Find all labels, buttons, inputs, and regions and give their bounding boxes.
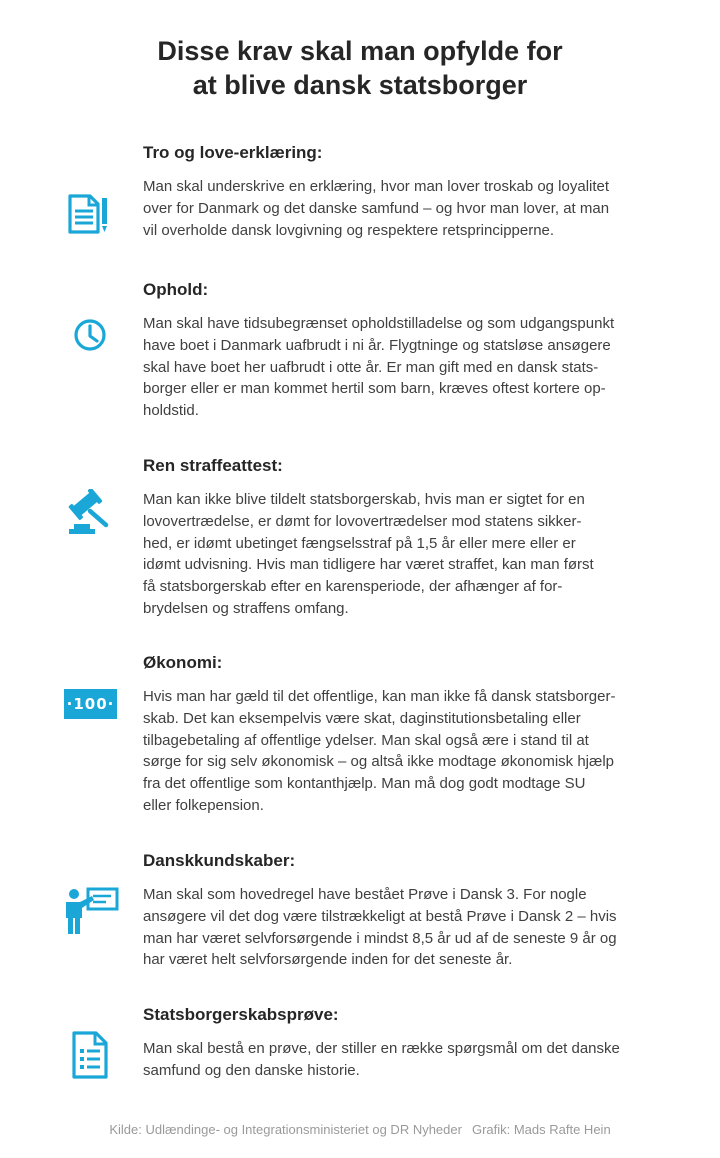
- body-line: samfund og den danske historie.: [143, 1061, 360, 1079]
- gavel-icon: [66, 489, 112, 535]
- body-line: Man skal som hovedregel have bestået Prøve i Dansk 3. For nogle: [143, 886, 587, 903]
- section-body: [143, 176, 653, 241]
- body-line: skab. Det kan eksempelvis være skat, daginstitutionsbetaling eller: [143, 709, 581, 727]
- body-line: idømt udvisning. Hvis man tidligere har været straffet, kan man først: [143, 556, 594, 574]
- body-line: over for Danmark og det danske samfund – og hvor man lover, at man: [143, 199, 610, 217]
- body-line: fra det offentlige som kontanthjælp. Man må dog godt modtage SU: [143, 775, 586, 793]
- section-body: [143, 686, 653, 817]
- section-body: [143, 313, 653, 422]
- section-heading: Statsborgerskabsprøve:: [143, 1005, 339, 1024]
- footer-source: Kilde: Udlændinge- og Integrationsministeriet og DR Nyheder: [109, 1122, 462, 1137]
- section-body: [143, 884, 653, 971]
- body-line: Man kan ikke blive tildelt statsborgerskab, hvis man er sigtet for en: [143, 491, 585, 508]
- banknote-icon: [64, 689, 117, 719]
- document-pen-icon: [62, 192, 110, 236]
- section-body: [143, 1038, 653, 1082]
- footer: [0, 1121, 720, 1139]
- body-line: sørge for sig selv økonomisk – og altså ikke modtage økonomisk hjælp: [143, 753, 615, 771]
- teacher-board-icon: [62, 886, 120, 936]
- footer-credit: Grafik: Mads Rafte Hein: [471, 1122, 611, 1137]
- body-line: har været helt selvforsørgende inden for det seneste år.: [143, 951, 513, 969]
- body-line: eller folkepension.: [143, 796, 264, 814]
- body-line: skal have boet her uafbrudt i otte år. Er man gift med en dansk stats-: [143, 358, 599, 376]
- body-line: Hvis man har gæld til det offentlige, kan man ikke få dansk statsborger-: [143, 688, 616, 705]
- clock-icon: [72, 317, 108, 353]
- body-line: holdstid.: [143, 402, 199, 420]
- section-heading: Danskkundskaber:: [143, 851, 296, 870]
- section-heading: Ophold:: [143, 280, 209, 299]
- body-line: hed, er idømt ubetinget fængselsstraf på 1,5 år eller mere eller er: [143, 534, 576, 552]
- section-heading: Økonomi:: [143, 653, 223, 672]
- body-line: tilbagebetaling af offentlige ydelser. Man skal også ære i stand til at: [143, 731, 589, 749]
- body-line: Man skal underskrive en erklæring, hvor man lover troskab og loyalitet: [143, 178, 610, 195]
- body-line: man har været selvforsørgende i mindst 8,5 år ud af de seneste 9 år og: [143, 929, 617, 947]
- section-heading: Ren straffeattest:: [143, 456, 283, 475]
- title-line-1: Disse krav skal man opfylde for: [157, 36, 563, 66]
- banknote-label: ·100·: [66, 695, 115, 713]
- body-line: få statsborgerskab efter en karensperiode, der afhænger af for-: [143, 578, 563, 596]
- page-title: [0, 34, 720, 102]
- body-line: borger eller er man kommet hertil som barn, kræves oftest kortere op-: [143, 380, 606, 398]
- section-body: [143, 489, 653, 620]
- title-line-2: at blive dansk statsborger: [192, 70, 528, 100]
- section-heading: Tro og love-erklæring:: [143, 143, 323, 162]
- body-line: vil overholde dansk lovgivning og respektere retsprincipperne.: [143, 221, 555, 239]
- body-line: have boet i Danmark uafbrudt i ni år. Flygtninge og statsløse ansøgere: [143, 336, 611, 354]
- body-line: lovovertrædelse, er dømt for lovovertrædelser mod statens sikker-: [143, 512, 582, 530]
- body-line: brydelsen og straffens omfang.: [143, 599, 349, 617]
- checklist-icon: [70, 1030, 110, 1080]
- body-line: ansøgere vil det dog være tilstrækkeligt at bestå Prøve i Dansk 2 – hvis: [143, 907, 617, 925]
- body-line: Man skal have tidsubegrænset opholdstilladelse og som udgangspunkt: [143, 315, 615, 332]
- body-line: Man skal bestå en prøve, der stiller en række spørgsmål om det danske: [143, 1040, 620, 1057]
